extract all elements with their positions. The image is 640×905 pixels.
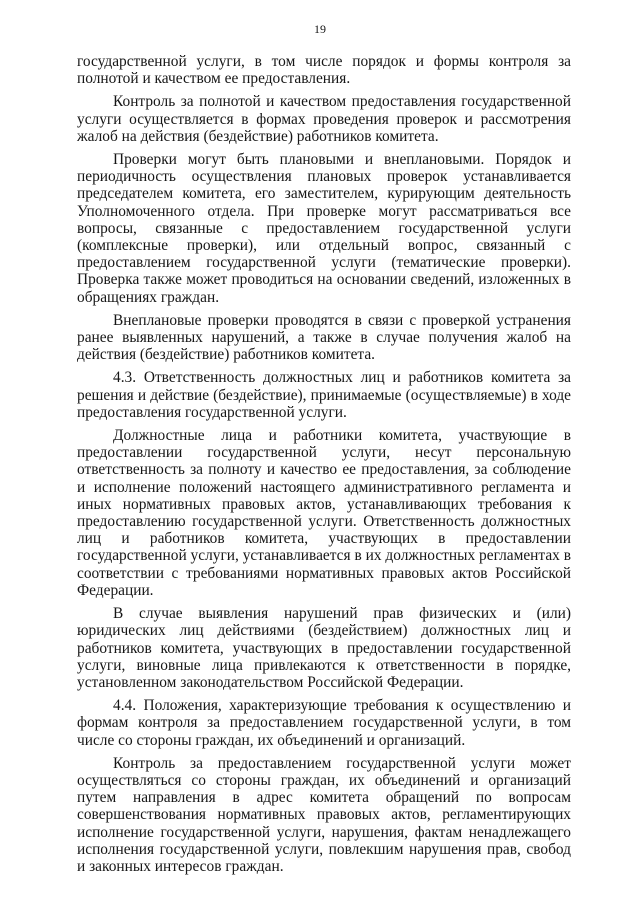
paragraph-unscheduled-inspections: Внеплановые проверки проводятся в связи с проверкой устранения ранее выявленных нарушений, а также в случае получения жалоб на действия (бездействие) работников комитета. (77, 311, 571, 364)
section-heading-4-4: 4.4. Положения, характеризующие требования к осуществлению и формам контроля за предоставлением государственной услуги, в том числе со стороны граждан, их объединений и организаций. (77, 697, 571, 749)
section-heading-4-3: 4.3. Ответственность должностных лиц и работников комитета за решения и действие (бездействие), принимаемые (осуществляемые) в ходе предоставления государственной услуги. (77, 369, 571, 421)
document-body (77, 53, 571, 881)
paragraph-official-responsibility: Должностные лица и работники комитета, участвующие в предоставлении государственной услуги, несут персональную ответственность за полноту и качество ее предоставления, за соблюдение и исполнение положений настоящего административного регламента и иных нормативных правовых актов, устанавливающих требования к предоставлению государственной услуги. Ответственность должностных лиц и работников комитета, участвующих в предоставлении государственной услуги, устанавливается в их должностных регламентах в соответствии с требованиями нормативных правовых актов Российской Федерации. (77, 427, 571, 599)
paragraph-continuation: государственной услуги, в том числе порядок и формы контроля за полнотой и качеством ее предоставления. (77, 53, 571, 88)
paragraph-public-control: Контроль за предоставлением государственной услуги может осуществляться со стороны граждан, их объединений и организаций путем направления в адрес комитета обращений по вопросам совершенствования нормативных правовых актов, регламентирующих исполнение государственной услуги, нарушения, фактам ненадлежащего исполнения государственной услуги, повлекшим нарушения прав, свобод и законных интересов граждан. (77, 754, 571, 875)
paragraph-violations: В случае выявления нарушений прав физических и (или) юридических лиц действиями (бездействием) должностных лиц и работников комитета, участвующих в предоставлении государственной услуги, виновные лица привлекаются к ответственности в порядке, установленном законодательством Российской Федерации. (77, 605, 571, 691)
paragraph-inspections: Проверки могут быть плановыми и внеплановыми. Порядок и периодичность осуществления плановых проверок устанавливается председателем комитета, его заместителем, курирующим деятельность Уполномоченного отдела. При проверке могут рассматриваться все вопросы, связанные с предоставлением государственной услуги (комплексные проверки), или отдельный вопрос, связанный с предоставлением государственной услуги (тематические проверки). Проверка также может проводиться на основании сведений, изложенных в обращениях граждан. (77, 151, 571, 306)
paragraph-control-forms: Контроль за полнотой и качеством предоставления государственной услуги осуществляется в формах проведения проверок и рассмотрения жалоб на действия (бездействие) работников комитета. (77, 93, 571, 145)
page-number: 19 (314, 22, 326, 36)
